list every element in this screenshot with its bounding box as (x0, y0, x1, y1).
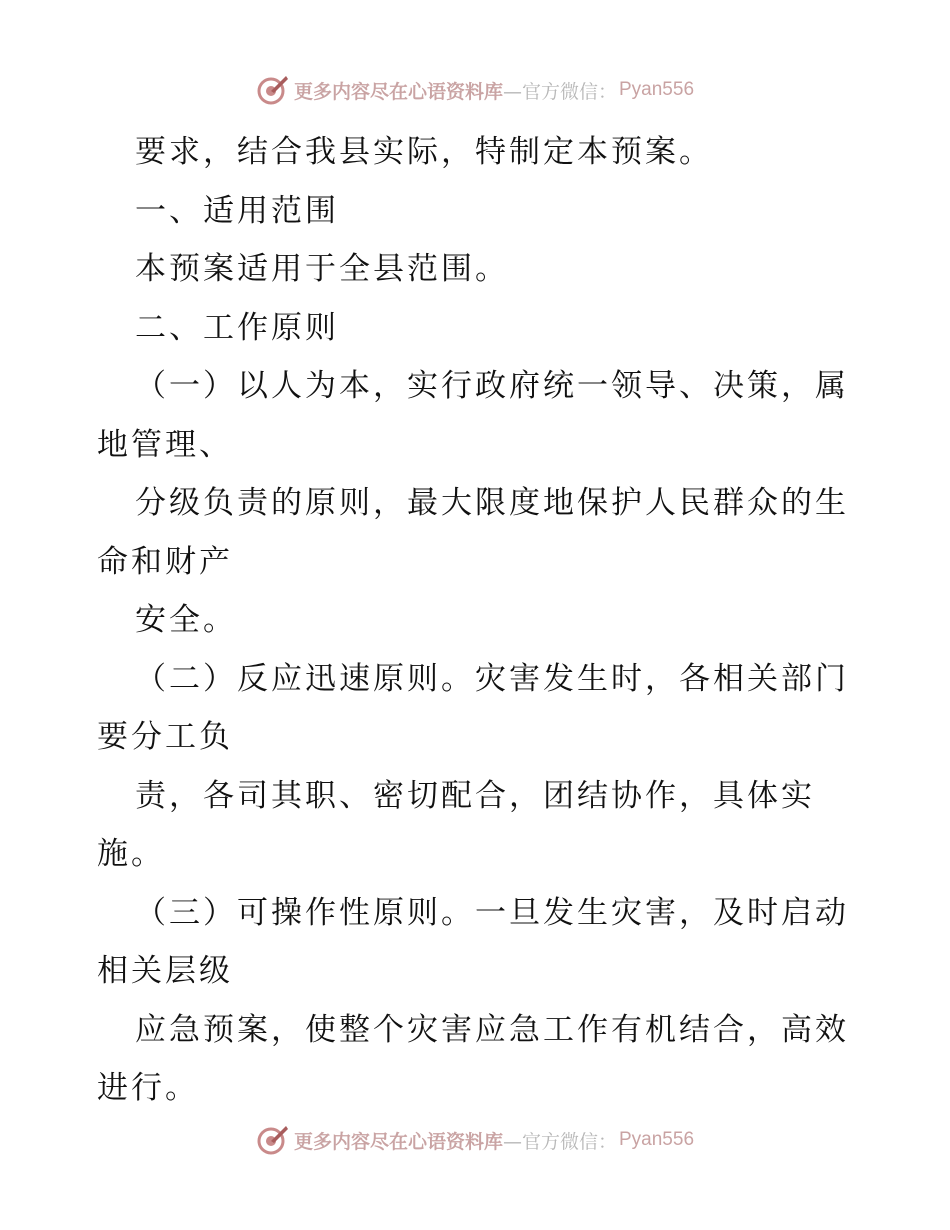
paragraph-line: 本预案适用于全县范围。 (135, 251, 509, 287)
watermark-separator-text: —官方微信： (502, 80, 617, 103)
footer-watermark (0, 1120, 950, 1160)
paragraph-line: （二）反应迅速原则。灾害发生时，各相关部门 (135, 660, 849, 697)
pen-nib-circle-icon (256, 73, 290, 107)
paragraph-line: 进行。 (97, 1070, 199, 1106)
header-watermark (0, 70, 950, 110)
pen-nib-circle-icon (256, 1123, 290, 1157)
section-heading: 二、工作原则 (135, 309, 339, 346)
paragraph-line: （一）以人为本，实行政府统一领导、决策，属 (135, 368, 849, 404)
paragraph-line: 施。 (97, 836, 165, 872)
paragraph-line: 安全。 (135, 602, 237, 638)
paragraph-line: 责，各司其职、密切配合，团结协作，具体实 (135, 777, 815, 814)
paragraph-line: （三）可操作性原则。一旦发生灾害，及时启动 (135, 894, 849, 931)
section-heading: 一、适用范围 (135, 192, 339, 229)
paragraph-line: 分级负责的原则，最大限度地保护人民群众的生 (135, 485, 849, 521)
watermark-main-text: 更多内容尽在心语资料库 (293, 1130, 503, 1153)
watermark-wechat-id: Pyan556 (619, 1129, 695, 1150)
paragraph-line: 要求，结合我县实际，特制定本预案。 (135, 134, 713, 170)
paragraph-line: 相关层级 (97, 953, 233, 989)
document-body (97, 123, 857, 1118)
paragraph-line: 要分工负 (97, 719, 233, 755)
watermark-separator-text: —官方微信： (502, 1130, 617, 1153)
paragraph-line: 地管理、 (97, 426, 233, 463)
paragraph-line: 应急预案，使整个灾害应急工作有机结合，高效 (135, 1011, 849, 1048)
watermark-wechat-id: Pyan556 (619, 79, 695, 100)
watermark-main-text: 更多内容尽在心语资料库 (293, 80, 503, 103)
paragraph-line: 命和财产 (97, 543, 233, 580)
